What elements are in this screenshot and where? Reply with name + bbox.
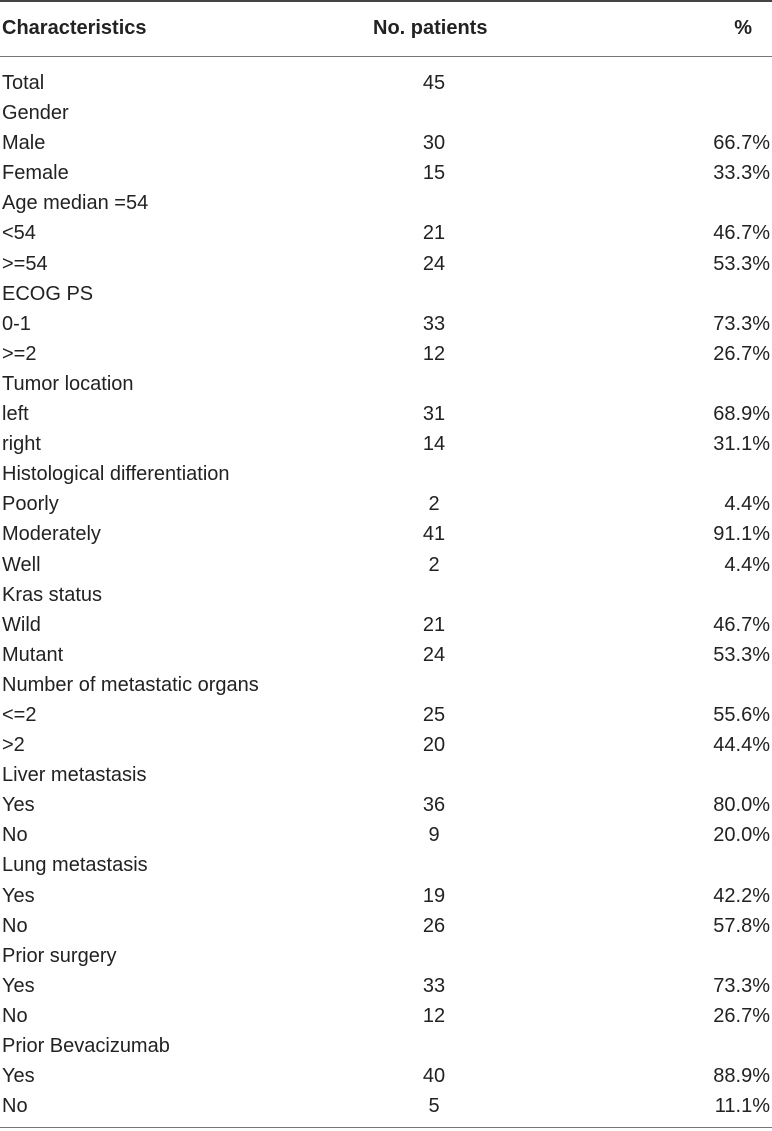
row-percent: 55.6% xyxy=(713,703,770,726)
row-percent: 46.7% xyxy=(713,613,770,636)
table-row xyxy=(0,580,772,610)
table-row xyxy=(0,730,772,760)
row-label: >=2 xyxy=(2,342,37,365)
row-percent: 42.2% xyxy=(713,884,770,907)
row-label: Kras status xyxy=(2,583,103,606)
table-row xyxy=(0,249,772,279)
table-row xyxy=(0,911,772,941)
row-label: <54 xyxy=(2,222,36,245)
row-count: 40 xyxy=(422,1065,446,1088)
row-count: 24 xyxy=(422,252,446,275)
row-count: 21 xyxy=(422,222,446,245)
row-count: 26 xyxy=(422,914,446,937)
row-label: left xyxy=(2,403,29,426)
table-row xyxy=(0,670,772,700)
row-label: <=2 xyxy=(2,703,37,726)
row-percent: 53.3% xyxy=(713,252,770,275)
table-row xyxy=(0,700,772,730)
row-count: 33 xyxy=(422,312,446,335)
row-label: Well xyxy=(2,553,41,576)
row-label: ECOG PS xyxy=(2,282,94,305)
row-label: Male xyxy=(2,132,46,155)
table-row xyxy=(0,158,772,188)
row-percent: 20.0% xyxy=(713,824,770,847)
row-percent: 66.7% xyxy=(713,132,770,155)
row-percent: 26.7% xyxy=(713,342,770,365)
row-count: 31 xyxy=(422,403,446,426)
table-row xyxy=(0,881,772,911)
row-count: 24 xyxy=(422,643,446,666)
row-label: Yes xyxy=(2,974,35,997)
row-count: 19 xyxy=(422,884,446,907)
table-row xyxy=(0,640,772,670)
row-percent: 73.3% xyxy=(713,974,770,997)
row-percent: 88.9% xyxy=(713,1065,770,1088)
row-count: 12 xyxy=(422,342,446,365)
row-percent: 33.3% xyxy=(713,162,770,185)
row-count: 9 xyxy=(428,824,440,847)
row-count: 21 xyxy=(422,613,446,636)
header-characteristics: Characteristics xyxy=(2,17,147,39)
table-row xyxy=(0,399,772,429)
table-body xyxy=(0,68,772,1121)
table-row xyxy=(0,971,772,1001)
row-label: Histological differentiation xyxy=(2,463,230,486)
table-row xyxy=(0,429,772,459)
table-row xyxy=(0,1061,772,1091)
table-row xyxy=(0,188,772,218)
row-label: 0-1 xyxy=(2,312,31,335)
row-label: Wild xyxy=(2,613,41,636)
row-percent: 80.0% xyxy=(713,794,770,817)
table-row xyxy=(0,610,772,640)
row-percent: 11.1% xyxy=(714,1095,770,1118)
table-row xyxy=(0,369,772,399)
row-percent: 26.7% xyxy=(713,1004,770,1027)
row-label: Yes xyxy=(2,1065,35,1088)
row-percent: 68.9% xyxy=(713,403,770,426)
row-label: right xyxy=(2,433,41,456)
row-count: 2 xyxy=(428,553,440,576)
row-percent: 91.1% xyxy=(713,523,770,546)
row-label: Mutant xyxy=(2,643,64,666)
row-label: Age median =54 xyxy=(2,192,149,215)
row-count: 45 xyxy=(422,72,446,94)
row-percent: 44.4% xyxy=(713,734,770,757)
row-label: Total xyxy=(2,72,45,94)
row-count: 5 xyxy=(428,1095,440,1118)
row-label: Tumor location xyxy=(2,372,134,395)
row-label: Prior Bevacizumab xyxy=(2,1035,170,1057)
table-row xyxy=(0,1091,772,1121)
row-count: 14 xyxy=(422,433,446,456)
row-percent: 53.3% xyxy=(713,643,770,666)
table-row xyxy=(0,459,772,489)
row-label: Gender xyxy=(2,102,69,125)
table-row xyxy=(0,790,772,820)
table-row xyxy=(0,941,772,971)
row-count: 30 xyxy=(422,132,446,155)
table-row xyxy=(0,309,772,339)
row-count: 20 xyxy=(422,734,446,757)
table-row xyxy=(0,68,772,98)
table-header-row xyxy=(0,2,772,56)
row-label: Poorly xyxy=(2,493,59,516)
header-percent: % xyxy=(734,17,752,39)
row-label: Yes xyxy=(2,794,35,817)
row-count: 12 xyxy=(422,1004,446,1027)
row-count: 41 xyxy=(422,523,446,546)
row-label: Female xyxy=(2,162,69,185)
table-row xyxy=(0,489,772,519)
table-row xyxy=(0,218,772,248)
table-row xyxy=(0,1031,772,1061)
row-label: Liver metastasis xyxy=(2,764,147,787)
row-label: No xyxy=(2,1004,28,1027)
row-count: 33 xyxy=(422,974,446,997)
row-label: No xyxy=(2,1095,28,1118)
row-percent: 57.8% xyxy=(713,914,770,937)
table-row xyxy=(0,339,772,369)
table-row xyxy=(0,1001,772,1031)
table-row xyxy=(0,760,772,790)
table-row xyxy=(0,850,772,880)
table-row xyxy=(0,820,772,850)
row-label: No xyxy=(2,824,28,847)
row-label: Number of metastatic organs xyxy=(2,673,259,696)
row-label: >=54 xyxy=(2,252,48,275)
row-label: >2 xyxy=(2,734,25,757)
table-row xyxy=(0,279,772,309)
row-percent: 46.7% xyxy=(713,222,770,245)
row-count: 36 xyxy=(422,794,446,817)
row-label: Yes xyxy=(2,884,35,907)
table-row xyxy=(0,550,772,580)
row-count: 25 xyxy=(422,703,446,726)
header-patients: No. patients xyxy=(373,17,488,39)
row-count: 2 xyxy=(428,493,440,516)
row-label: No xyxy=(2,914,28,937)
row-percent: 31.1% xyxy=(713,433,770,456)
row-percent: 4.4% xyxy=(724,493,770,516)
row-label: Moderately xyxy=(2,523,101,546)
row-label: Prior surgery xyxy=(2,944,117,967)
table-header-rule xyxy=(0,56,772,57)
table-row xyxy=(0,98,772,128)
table-row xyxy=(0,128,772,158)
row-percent: 73.3% xyxy=(713,312,770,335)
row-count: 15 xyxy=(422,162,446,185)
row-label: Lung metastasis xyxy=(2,854,148,877)
table-row xyxy=(0,519,772,549)
row-percent: 4.4% xyxy=(724,553,770,576)
table-bottom-rule xyxy=(0,1127,772,1128)
